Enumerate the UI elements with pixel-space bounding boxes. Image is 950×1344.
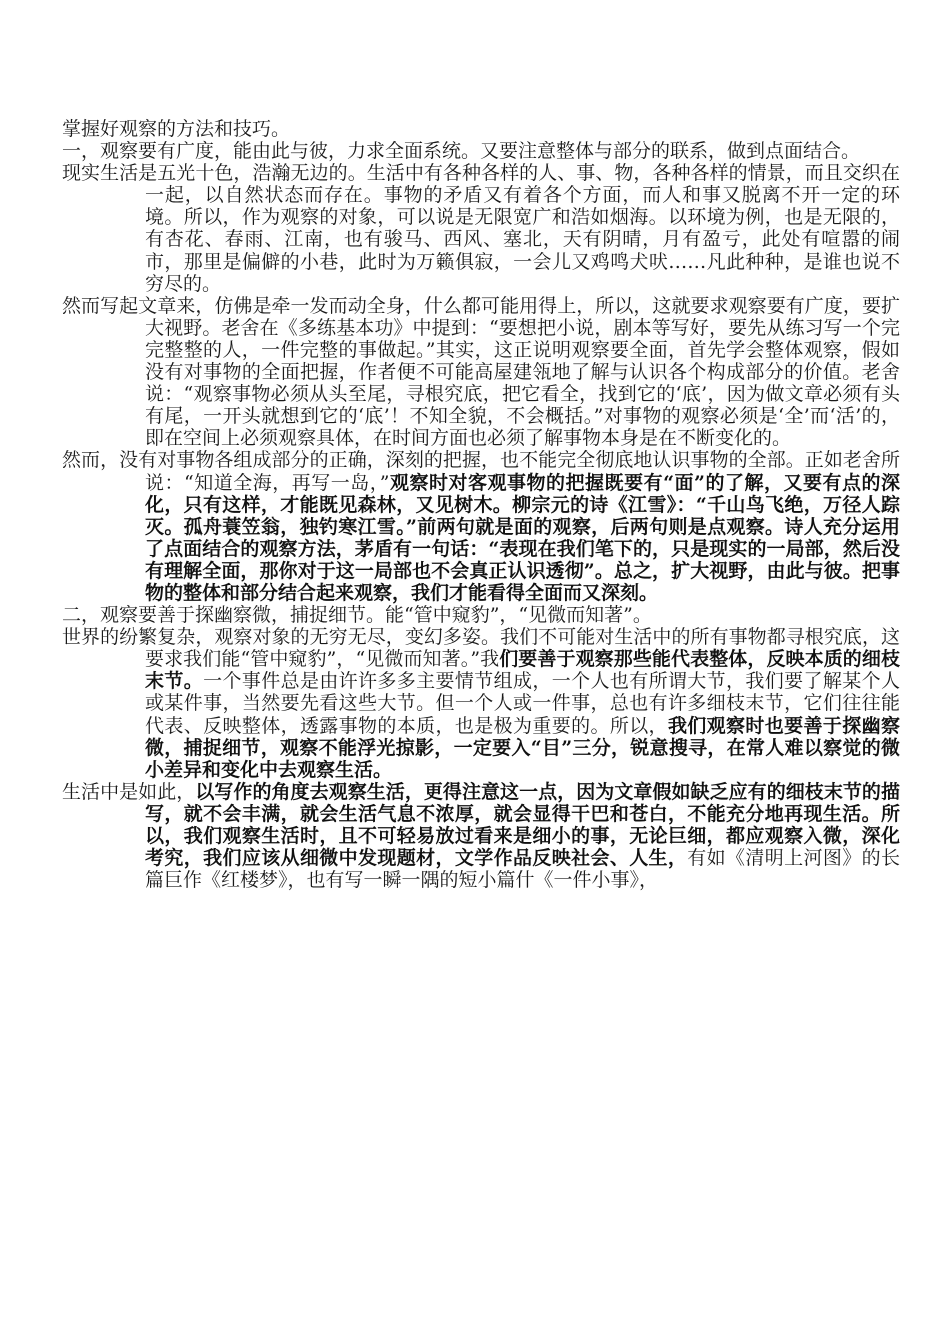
paragraph-laoshe: [62, 295, 900, 450]
paragraph-heading-one: [62, 140, 900, 162]
text-segment: 然而写起文章来，仿佛是牵一发而动全身，什么都可能用得上，所以，这就要求观察要有广度，要扩大视野。老舍在《多练基本功》中提到：“要想把小说，剧本等写好，要先从练习写一个完完整整的人，一件完整的事做起。”其实，这正说明观察要全面，首先学会整体观察，假如没有对事物的全面把握，作者便不可能高屋建瓴地了解与认识各个构成部分的价值。老舍说：“观察事物必须从头至尾，寻根究底，把它看全，找到它的‘底’，因为做文章必须有头有尾，一开头就想到它的‘底’！不知全貌，不会概括。”对事物的观察必须是‘全’而‘活’的，即在空间上必须观察具体，在时间方面也必须了解事物本身是在不断变化的。: [62, 294, 900, 450]
document-body: [62, 118, 900, 891]
bold-text-segment: 我们观察时也要善于探幽察微，捕捉细节，观察不能浮光掠影，一定要入“目”三分，锐意搜寻，在常人难以察觉的微小差异和变化中去观察生活。: [145, 714, 900, 781]
paragraph-intro: [62, 118, 900, 140]
paragraph-world: [62, 626, 900, 781]
paragraph-writing: [62, 781, 900, 891]
paragraph-parts: [62, 449, 900, 604]
paragraph-heading-two: [62, 604, 900, 626]
bold-text-segment: 以写作的角度去观察生活，更得注意这一点，因为文章假如缺乏应有的细枝末节的描写，就不会丰满，就会生活气息不浓厚，就会显得干巴和苍白，不能充分地再现生活。所以，我们观察生活时，且不可轻易放过看来是细小的事，无论巨细，都应观察入微，深化考究，我们应该从细微中发现题材，文学作品反映社会、人生，: [145, 780, 900, 870]
text-segment: 然而，没有对事物各组成部分的正确，深刻的把握，也不能完全彻底地认识事物的全部。正如老舍所说：“知道全海，再写一岛，”: [62, 449, 900, 494]
text-segment: 一个事件总是由许许多多主要情节组成，一个人也有所谓大节，我们要了解某个人或某件事，当然要先看这些大节。但一个人或一件事，总也有许多细枝末节，它们往往能代表、反映整体，透露事物的本质，也是极为重要的。所以，: [145, 670, 900, 737]
bold-text-segment: 观察时对客观事物的把握既要有“面”的了解，又要有点的深化，只有这样，才能既见森林，又见树木。柳宗元的诗《江雪》：“千山鸟飞绝，万径人踪灭。孤舟蓑笠翁，独钓寒江雪。”前两句就是面的观察，后两句则是点观察。诗人充分运用了点面结合的观察方法，茅盾有一句话：“表现在我们笔下的，只是现实的一局部，然后没有理解全面，那你对于这一局部也不会真正认识透彻”。总之，扩大视野，由此与彼。把事物的整体和部分结合起来观察，我们才能看得全面而又深刻。: [145, 471, 900, 604]
text-segment: 现实生活是五光十色，浩瀚无边的。生活中有各种各样的人、事、物，各种各样的情景，而且交织在一起，以自然状态而存在。事物的矛盾又有着各个方面，而人和事又脱离不开一定的环境。所以，作为观察的对象，可以说是无限宽广和浩如烟海。以环境为例，也是无限的，有杏花、春雨、江南，也有骏马、西风、塞北，天有阴晴，月有盈亏，此处有喧嚣的闹市，那里是偏僻的小巷，此时为万籁俱寂，一会儿又鸡鸣犬吠……凡此种种，是谁也说不穷尽的。: [62, 162, 900, 295]
bold-text-segment: 们要善于观察那些能代表整体，反映本质的细枝末节。: [145, 648, 900, 693]
text-segment: 有如《清明上河图》的长篇巨作《红楼梦》，也有写一瞬一隅的短小篇什《一件小事》，: [145, 847, 900, 892]
text-segment: 生活中是如此，: [62, 780, 196, 803]
text-segment: 一，观察要有广度，能由此与彼，力求全面系统。又要注意整体与部分的联系，做到点面结合。: [62, 140, 861, 163]
text-segment: 二，观察要善于探幽察微，捕捉细节。能“管中窥豹”，“见微而知著”。: [62, 604, 652, 627]
text-segment: 掌握好观察的方法和技巧。: [62, 118, 291, 140]
paragraph-reality: [62, 162, 900, 295]
text-segment: 世界的纷繁复杂，观察对象的无穷无尽，变幻多姿。我们不可能对生活中的所有事物都寻根究底，这要求我们能“管中窥豹”，“见微而知著。”我: [62, 626, 900, 671]
